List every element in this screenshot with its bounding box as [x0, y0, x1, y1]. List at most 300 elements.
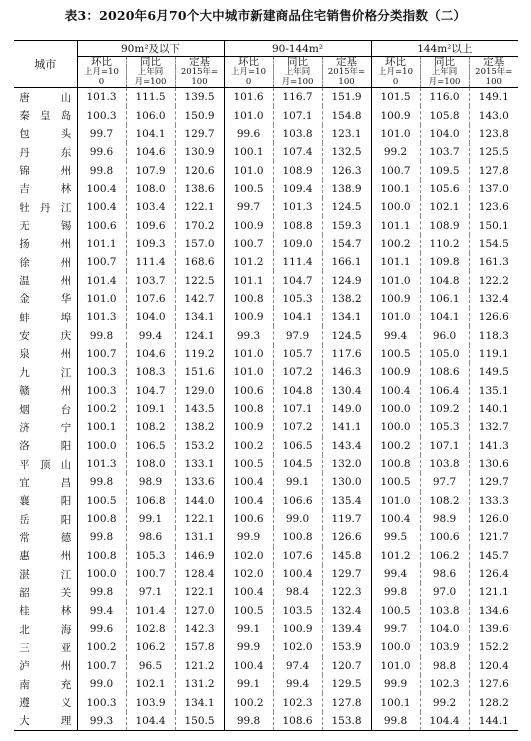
index-value-cell: 100.4 [371, 382, 420, 400]
index-value-cell: 130.9 [175, 143, 224, 161]
index-value-cell: 124.5 [322, 326, 371, 344]
index-value-cell: 101.2 [224, 253, 273, 271]
col-dingji-base: 2015年= [469, 67, 518, 77]
table-row [14, 143, 518, 161]
index-value-cell: 101.2 [371, 547, 420, 565]
col-tongbi-base: 上年同 [273, 67, 322, 77]
city-name: 九江 [19, 366, 72, 379]
index-value-cell: 138.6 [175, 180, 224, 198]
index-value-cell: 144.0 [175, 492, 224, 510]
index-value-cell: 102.8 [126, 620, 175, 638]
index-value-cell: 101.0 [371, 271, 420, 289]
index-value-cell: 106.5 [273, 437, 322, 455]
index-value-cell: 107.2 [273, 363, 322, 381]
col-dingji-base2: 100 [175, 77, 224, 88]
city-cell [14, 253, 77, 271]
index-value-cell: 101.0 [371, 657, 420, 675]
index-value-cell: 126.6 [322, 528, 371, 546]
index-value-cell: 100.9 [273, 620, 322, 638]
index-value-cell: 108.3 [126, 363, 175, 381]
index-value-cell: 119.2 [175, 345, 224, 363]
index-value-cell: 129.0 [175, 382, 224, 400]
index-value-cell: 139.5 [175, 88, 224, 107]
index-value-cell: 107.1 [273, 400, 322, 418]
index-value-cell: 129.5 [322, 675, 371, 693]
city-name: 北海 [19, 623, 72, 636]
city-name: 宜昌 [19, 476, 72, 489]
index-value-cell: 153.9 [322, 638, 371, 656]
index-value-cell: 100.8 [273, 528, 322, 546]
index-value-cell: 120.4 [469, 657, 518, 675]
index-value-cell: 138.2 [175, 418, 224, 436]
index-value-cell: 100.9 [371, 363, 420, 381]
index-value-cell: 145.8 [322, 547, 371, 565]
index-value-cell: 99.3 [224, 326, 273, 344]
table-row [14, 161, 518, 179]
table-row [14, 253, 518, 271]
index-value-cell: 102.1 [420, 198, 469, 216]
city-cell [14, 308, 77, 326]
index-value-cell: 137.0 [469, 180, 518, 198]
index-value-cell: 140.1 [469, 400, 518, 418]
index-value-cell: 106.0 [126, 106, 175, 124]
table-row [14, 106, 518, 124]
col-tongbi-base2: 月=100 [420, 77, 469, 88]
index-value-cell: 97.1 [126, 583, 175, 601]
index-value-cell: 103.8 [420, 602, 469, 620]
index-value-cell: 104.0 [420, 620, 469, 638]
city-cell [14, 675, 77, 693]
table-row [14, 675, 518, 693]
index-value-cell: 100.2 [77, 638, 126, 656]
index-value-cell: 99.4 [126, 326, 175, 344]
index-value-cell: 106.2 [126, 638, 175, 656]
index-value-cell: 127.6 [469, 675, 518, 693]
index-value-cell: 100.4 [77, 198, 126, 216]
city-cell [14, 455, 77, 473]
index-value-cell: 103.9 [420, 638, 469, 656]
table-title: 表3：2020年6月70个大中城市新建商品住宅销售价格分类指数（二） [64, 8, 467, 23]
index-value-cell: 100.4 [224, 583, 273, 601]
table-row [14, 216, 518, 234]
index-value-cell: 127.8 [469, 161, 518, 179]
city-name: 岳阳 [19, 513, 72, 526]
index-value-cell: 109.5 [420, 161, 469, 179]
city-name: 湛江 [19, 568, 72, 581]
index-value-cell: 100.4 [224, 473, 273, 491]
index-value-cell: 99.8 [77, 326, 126, 344]
index-value-cell: 111.4 [126, 253, 175, 271]
index-value-cell: 101.1 [224, 271, 273, 289]
index-value-cell: 143.4 [322, 437, 371, 455]
index-value-cell: 123.6 [469, 198, 518, 216]
index-value-cell: 130.4 [322, 382, 371, 400]
index-value-cell: 104.7 [273, 271, 322, 289]
index-value-cell: 99.1 [224, 675, 273, 693]
index-value-cell: 124.9 [322, 271, 371, 289]
index-value-cell: 98.4 [273, 583, 322, 601]
city-name: 大理 [19, 715, 72, 728]
col-dingji-base: 2015年= [322, 67, 371, 77]
col-huanbi: 环比 [224, 57, 273, 68]
index-value-cell: 111.4 [273, 253, 322, 271]
index-value-cell: 101.0 [371, 308, 420, 326]
index-value-cell: 107.2 [273, 418, 322, 436]
table-row [14, 271, 518, 289]
index-value-cell: 142.3 [175, 620, 224, 638]
index-value-cell: 108.2 [420, 492, 469, 510]
table-row [14, 400, 518, 418]
index-value-cell: 101.0 [224, 345, 273, 363]
table-row [14, 602, 518, 620]
index-value-cell: 100.0 [371, 638, 420, 656]
index-value-cell: 109.8 [420, 253, 469, 271]
index-value-cell: 102.3 [420, 675, 469, 693]
index-value-cell: 100.6 [77, 216, 126, 234]
index-value-cell: 100.4 [224, 657, 273, 675]
index-value-cell: 120.7 [322, 657, 371, 675]
index-value-cell: 99.6 [224, 125, 273, 143]
index-value-cell: 100.5 [224, 455, 273, 473]
index-value-cell: 99.8 [371, 712, 420, 731]
index-value-cell: 159.3 [322, 216, 371, 234]
index-value-cell: 122.1 [175, 198, 224, 216]
index-value-cell: 122.5 [175, 271, 224, 289]
index-value-cell: 150.1 [469, 216, 518, 234]
col-huanbi-base2: 0 [371, 77, 420, 88]
index-value-cell: 99.6 [77, 143, 126, 161]
index-value-cell: 104.1 [126, 125, 175, 143]
col-dingji-base: 2015年= [175, 67, 224, 77]
index-value-cell: 104.4 [126, 712, 175, 731]
city-cell [14, 657, 77, 675]
index-value-cell: 119.7 [322, 510, 371, 528]
index-value-cell: 99.3 [77, 712, 126, 731]
index-value-cell: 98.8 [420, 657, 469, 675]
index-value-cell: 100.9 [224, 308, 273, 326]
index-value-cell: 101.1 [77, 235, 126, 253]
index-value-cell: 131.2 [175, 675, 224, 693]
index-value-cell: 103.7 [126, 271, 175, 289]
city-cell [14, 400, 77, 418]
index-value-cell: 102.0 [273, 638, 322, 656]
table-row [14, 235, 518, 253]
table-row [14, 290, 518, 308]
index-value-cell: 132.5 [322, 143, 371, 161]
city-cell [14, 345, 77, 363]
index-value-cell: 122.2 [469, 271, 518, 289]
index-value-cell: 100.8 [224, 400, 273, 418]
col-tongbi-base2: 月=100 [273, 77, 322, 88]
group-header-medium: 90-144m² [224, 41, 371, 57]
table-row [14, 712, 518, 731]
index-value-cell: 149.0 [322, 400, 371, 418]
city-cell [14, 382, 77, 400]
index-value-cell: 100.7 [77, 657, 126, 675]
index-value-cell: 100.1 [371, 180, 420, 198]
index-value-cell: 123.8 [469, 125, 518, 143]
index-value-cell: 101.0 [371, 492, 420, 510]
index-value-cell: 98.6 [126, 528, 175, 546]
city-cell [14, 602, 77, 620]
index-value-cell: 146.9 [175, 547, 224, 565]
index-value-cell: 100.0 [371, 400, 420, 418]
index-value-cell: 99.8 [371, 583, 420, 601]
index-value-cell: 104.1 [420, 308, 469, 326]
index-value-cell: 102.3 [273, 693, 322, 711]
index-value-cell: 104.1 [273, 308, 322, 326]
city-name: 南充 [19, 678, 72, 691]
index-value-cell: 149.1 [469, 88, 518, 107]
index-value-cell: 101.0 [77, 290, 126, 308]
index-value-cell: 132.7 [469, 418, 518, 436]
index-value-cell: 154.7 [322, 235, 371, 253]
city-cell [14, 363, 77, 381]
index-value-cell: 132.4 [469, 290, 518, 308]
index-value-cell: 107.9 [126, 161, 175, 179]
index-value-cell: 102.1 [126, 675, 175, 693]
city-name: 韶关 [19, 586, 72, 599]
index-value-cell: 134.6 [469, 602, 518, 620]
index-value-cell: 126.4 [469, 565, 518, 583]
table-row [14, 473, 518, 491]
index-value-cell: 116.0 [420, 88, 469, 107]
city-cell [14, 565, 77, 583]
index-value-cell: 104.5 [273, 455, 322, 473]
city-name: 三亚 [19, 641, 72, 654]
index-value-cell: 134.1 [175, 693, 224, 711]
city-name: 济宁 [19, 421, 72, 434]
index-value-cell: 108.6 [420, 363, 469, 381]
col-dingji-base2: 100 [469, 77, 518, 88]
index-value-cell: 101.5 [371, 88, 420, 107]
city-cell [14, 712, 77, 731]
col-tongbi-base: 上年同 [126, 67, 175, 77]
index-value-cell: 100.7 [126, 565, 175, 583]
index-value-cell: 132.4 [322, 602, 371, 620]
index-value-cell: 121.2 [175, 657, 224, 675]
city-name: 烟台 [19, 403, 72, 416]
index-value-cell: 100.2 [371, 235, 420, 253]
index-value-cell: 100.9 [224, 418, 273, 436]
city-cell [14, 418, 77, 436]
index-value-cell: 100.4 [273, 565, 322, 583]
city-cell [14, 216, 77, 234]
col-tongbi: 同比 [273, 57, 322, 68]
index-value-cell: 142.7 [175, 290, 224, 308]
city-name: 泉州 [19, 348, 72, 361]
index-value-cell: 99.9 [224, 638, 273, 656]
index-value-cell: 124.5 [322, 198, 371, 216]
table-row [14, 620, 518, 638]
index-value-cell: 127.8 [322, 693, 371, 711]
index-value-cell: 99.0 [77, 675, 126, 693]
index-value-cell: 99.8 [77, 583, 126, 601]
index-value-cell: 101.3 [77, 308, 126, 326]
index-value-cell: 100.5 [371, 345, 420, 363]
index-value-cell: 109.6 [126, 216, 175, 234]
city-cell [14, 510, 77, 528]
index-value-cell: 99.1 [273, 473, 322, 491]
index-value-cell: 141.3 [469, 437, 518, 455]
table-row [14, 583, 518, 601]
index-value-cell: 100.2 [77, 400, 126, 418]
index-value-cell: 129.7 [469, 473, 518, 491]
city-name: 徐州 [19, 256, 72, 269]
index-value-cell: 99.1 [126, 510, 175, 528]
index-value-cell: 100.4 [77, 180, 126, 198]
index-value-cell: 101.6 [224, 88, 273, 107]
index-value-cell: 101.0 [224, 363, 273, 381]
city-cell [14, 638, 77, 656]
index-value-cell: 96.5 [126, 657, 175, 675]
index-value-cell: 104.6 [126, 345, 175, 363]
city-name: 泸州 [19, 660, 72, 673]
index-value-cell: 99.7 [77, 125, 126, 143]
table-row [14, 693, 518, 711]
city-name: 丹东 [19, 146, 72, 159]
index-value-cell: 110.2 [420, 235, 469, 253]
index-value-cell: 99.8 [77, 161, 126, 179]
index-value-cell: 111.5 [126, 88, 175, 107]
index-value-cell: 109.0 [273, 235, 322, 253]
index-value-cell: 103.7 [420, 143, 469, 161]
index-value-cell: 106.2 [420, 547, 469, 565]
index-value-cell: 168.6 [175, 253, 224, 271]
index-value-cell: 149.5 [469, 363, 518, 381]
index-value-cell: 105.3 [420, 418, 469, 436]
table-row [14, 198, 518, 216]
index-value-cell: 109.4 [273, 180, 322, 198]
city-cell [14, 492, 77, 510]
index-value-cell: 104.0 [126, 308, 175, 326]
index-value-cell: 104.6 [126, 143, 175, 161]
index-value-cell: 99.4 [371, 326, 420, 344]
col-huanbi-base2: 0 [224, 77, 273, 88]
index-value-cell: 105.7 [273, 345, 322, 363]
index-value-cell: 99.7 [371, 620, 420, 638]
index-value-cell: 101.0 [224, 106, 273, 124]
index-value-cell: 100.8 [371, 455, 420, 473]
index-value-cell: 98.9 [420, 510, 469, 528]
col-huanbi: 环比 [371, 57, 420, 68]
price-index-table [14, 40, 518, 731]
table-row [14, 657, 518, 675]
city-cell [14, 180, 77, 198]
table-row [14, 455, 518, 473]
city-cell [14, 583, 77, 601]
city-name: 温州 [19, 275, 72, 288]
index-value-cell: 100.7 [77, 253, 126, 271]
index-value-cell: 108.9 [420, 216, 469, 234]
index-value-cell: 100.0 [371, 198, 420, 216]
index-value-cell: 99.9 [224, 528, 273, 546]
index-value-cell: 170.2 [175, 216, 224, 234]
index-value-cell: 105.0 [420, 345, 469, 363]
index-value-cell: 106.8 [126, 492, 175, 510]
index-value-cell: 157.0 [175, 235, 224, 253]
index-value-cell: 100.7 [371, 161, 420, 179]
index-value-cell: 106.1 [420, 290, 469, 308]
col-dingji: 定基 [175, 57, 224, 68]
col-tongbi: 同比 [126, 57, 175, 68]
index-value-cell: 100.7 [224, 235, 273, 253]
table-row [14, 638, 518, 656]
index-value-cell: 108.8 [273, 216, 322, 234]
index-value-cell: 145.7 [469, 547, 518, 565]
index-value-cell: 103.4 [126, 198, 175, 216]
table-row [14, 308, 518, 326]
index-value-cell: 100.3 [77, 106, 126, 124]
index-value-cell: 100.4 [371, 510, 420, 528]
index-value-cell: 102.0 [224, 547, 273, 565]
index-value-cell: 100.4 [224, 492, 273, 510]
table-row [14, 547, 518, 565]
index-value-cell: 100.8 [77, 547, 126, 565]
index-value-cell: 157.8 [175, 638, 224, 656]
index-value-cell: 98.6 [420, 565, 469, 583]
city-cell [14, 528, 77, 546]
index-value-cell: 143.5 [175, 400, 224, 418]
index-value-cell: 139.6 [469, 620, 518, 638]
index-value-cell: 99.9 [371, 675, 420, 693]
index-value-cell: 133.1 [175, 455, 224, 473]
index-value-cell: 132.0 [322, 455, 371, 473]
index-value-cell: 99.1 [224, 620, 273, 638]
index-value-cell: 97.4 [273, 657, 322, 675]
table-row [14, 565, 518, 583]
city-cell [14, 473, 77, 491]
col-tongbi: 同比 [420, 57, 469, 68]
index-value-cell: 150.5 [175, 712, 224, 731]
city-name: 锦州 [19, 165, 72, 178]
index-value-cell: 101.3 [77, 455, 126, 473]
city-name: 桂林 [19, 605, 72, 618]
index-value-cell: 101.4 [77, 271, 126, 289]
index-value-cell: 109.3 [126, 235, 175, 253]
index-value-cell: 108.9 [273, 161, 322, 179]
index-value-cell: 101.0 [371, 125, 420, 143]
col-dingji: 定基 [469, 57, 518, 68]
city-cell [14, 161, 77, 179]
index-value-cell: 126.6 [469, 308, 518, 326]
table-row [14, 510, 518, 528]
city-name: 遵义 [19, 697, 72, 710]
index-value-cell: 109.1 [126, 400, 175, 418]
index-value-cell: 100.3 [77, 363, 126, 381]
index-value-cell: 107.1 [420, 437, 469, 455]
index-value-cell: 122.3 [322, 583, 371, 601]
col-tongbi-base: 上年同 [420, 67, 469, 77]
index-value-cell: 128.4 [175, 565, 224, 583]
index-value-cell: 154.5 [469, 235, 518, 253]
index-value-cell: 130.6 [469, 455, 518, 473]
city-cell [14, 143, 77, 161]
index-value-cell: 126.3 [322, 161, 371, 179]
index-value-cell: 100.6 [420, 528, 469, 546]
index-value-cell: 100.8 [77, 510, 126, 528]
table-row [14, 437, 518, 455]
index-value-cell: 138.2 [322, 290, 371, 308]
table-row [14, 180, 518, 198]
index-value-cell: 100.6 [224, 510, 273, 528]
col-huanbi-base: 上月=10 [224, 67, 273, 77]
index-value-cell: 108.0 [126, 180, 175, 198]
city-name: 包头 [19, 128, 72, 141]
index-value-cell: 129.7 [322, 565, 371, 583]
index-value-cell: 151.9 [322, 88, 371, 107]
index-value-cell: 99.2 [420, 693, 469, 711]
